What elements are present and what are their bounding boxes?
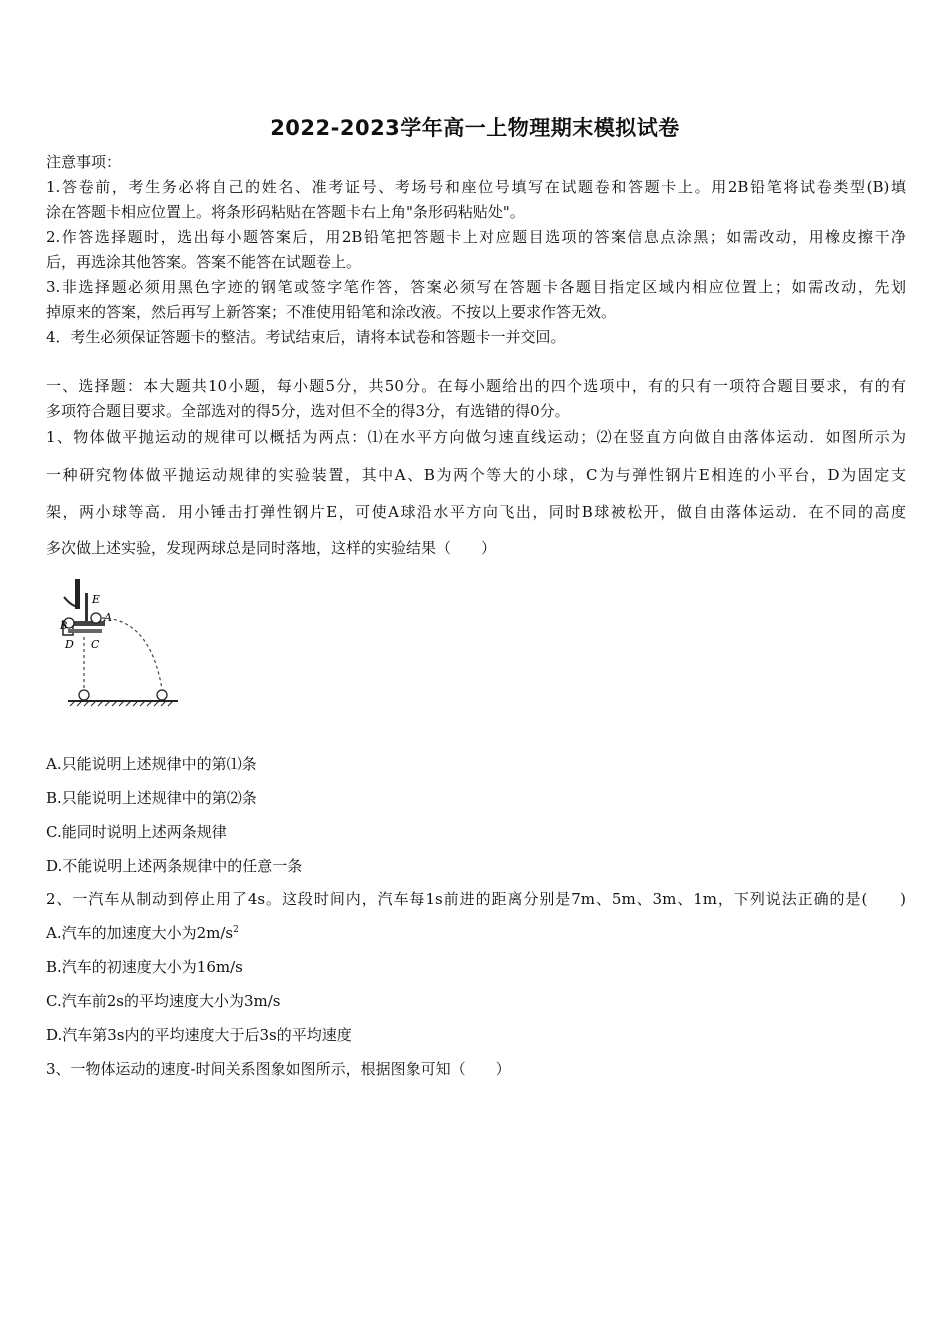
notice-line: 3.非选择题必须用黑色字迹的钢笔或签字笔作答，答案必须写在答题卡各题目指定区域内相应位置上；如需改动，先划 xyxy=(46,278,906,296)
section-instructions: 一、选择题：本大题共10小题，每小题5分，共50分。在每小题给出的四个选项中，有的只有一项符合题目要求，有的有 xyxy=(46,377,906,395)
projectile-apparatus-figure xyxy=(58,577,184,707)
notice-line: 涂在答题卡相应位置上。将条形码粘贴在答题卡右上角"条形码粘贴处"。 xyxy=(46,203,525,221)
question-2-option-a-text: A.汽车的加速度大小为2m/s xyxy=(46,924,234,942)
question-1-option-c: C.能同时说明上述两条规律 xyxy=(46,823,227,841)
superscript: 2 xyxy=(233,925,239,935)
label-b: B xyxy=(60,621,68,632)
question-1-option-d: D.不能说明上述两条规律中的任意一条 xyxy=(46,857,303,875)
steel-sheet xyxy=(85,593,88,625)
notice-line: 1.答卷前，考生务必将自己的姓名、准考证号、考场号和座位号填写在试题卷和答题卡上。用2B铅笔将试卷类型(B)填 xyxy=(46,178,906,196)
question-2-option-d: D.汽车第3s内的平均速度大于后3s的平均速度 xyxy=(46,1026,352,1044)
notice-line: 掉原来的答案，然后再写上新答案；不准使用铅笔和涂改液。不按以上要求作答无效。 xyxy=(46,303,617,321)
label-a: A xyxy=(104,611,112,624)
hammer-icon xyxy=(75,579,80,609)
ball-a xyxy=(91,613,101,623)
question-2-option-c: C.汽车前2s的平均速度大小为3m/s xyxy=(46,992,281,1010)
section-instructions: 多项符合题目要求。全部选对的得5分，选对但不全的得3分，有选错的得0分。 xyxy=(46,402,570,420)
question-1-option-a: A.只能说明上述规律中的第⑴条 xyxy=(46,755,257,773)
notice-line: 2.作答选择题时，选出每小题答案后，用2B铅笔把答题卡上对应题目选项的答案信息点涂黑；如需改动，用橡皮擦干净 xyxy=(46,228,906,246)
label-e: E xyxy=(92,593,101,606)
ball-landed xyxy=(157,690,167,700)
question-2-option-a xyxy=(46,923,239,943)
question-1-stem: 一种研究物体做平抛运动规律的实验装置，其中A、B为两个等大的小球，C为与弹性钢片E相连的小平台，D为固定支 xyxy=(46,466,906,484)
question-3-stem: 3、一物体运动的速度-时间关系图象如图所示，根据图象可知（ ） xyxy=(46,1060,511,1078)
label-c: C xyxy=(91,638,100,651)
projectile-path xyxy=(102,618,162,689)
page-title: 2022-2023学年高一上物理期末模拟试卷 xyxy=(270,116,680,140)
notice-heading: 注意事项： xyxy=(46,153,122,171)
question-1-stem: 多次做上述实验，发现两球总是同时落地，这样的实验结果（ ） xyxy=(46,539,497,557)
question-1-stem: 架，两小球等高．用小锤击打弹性钢片E，可使A球沿水平方向飞出，同时B球被松开，做自由落体运动．在不同的高度 xyxy=(46,503,906,521)
question-2-stem: 2、一汽车从制动到停止用了4s。这段时间内，汽车每1s前进的距离分别是7m、5m、3m、1m，下列说法正确的是( ) xyxy=(46,890,906,908)
notice-line: 后，再选涂其他答案。答案不能答在试题卷上。 xyxy=(46,253,362,271)
ball-landed xyxy=(79,690,89,700)
question-2-option-b: B.汽车的初速度大小为16m/s xyxy=(46,958,243,976)
label-d: D xyxy=(65,638,74,651)
question-1-stem: 1、物体做平抛运动的规律可以概括为两点：⑴在水平方向做匀速直线运动；⑵在竖直方向做自由落体运动．如图所示为 xyxy=(46,428,906,446)
notice-line: 4．考生必须保证答题卡的整洁。考试结束后，请将本试卷和答题卡一并交回。 xyxy=(46,328,566,346)
question-1-option-b: B.只能说明上述规律中的第⑵条 xyxy=(46,789,257,807)
